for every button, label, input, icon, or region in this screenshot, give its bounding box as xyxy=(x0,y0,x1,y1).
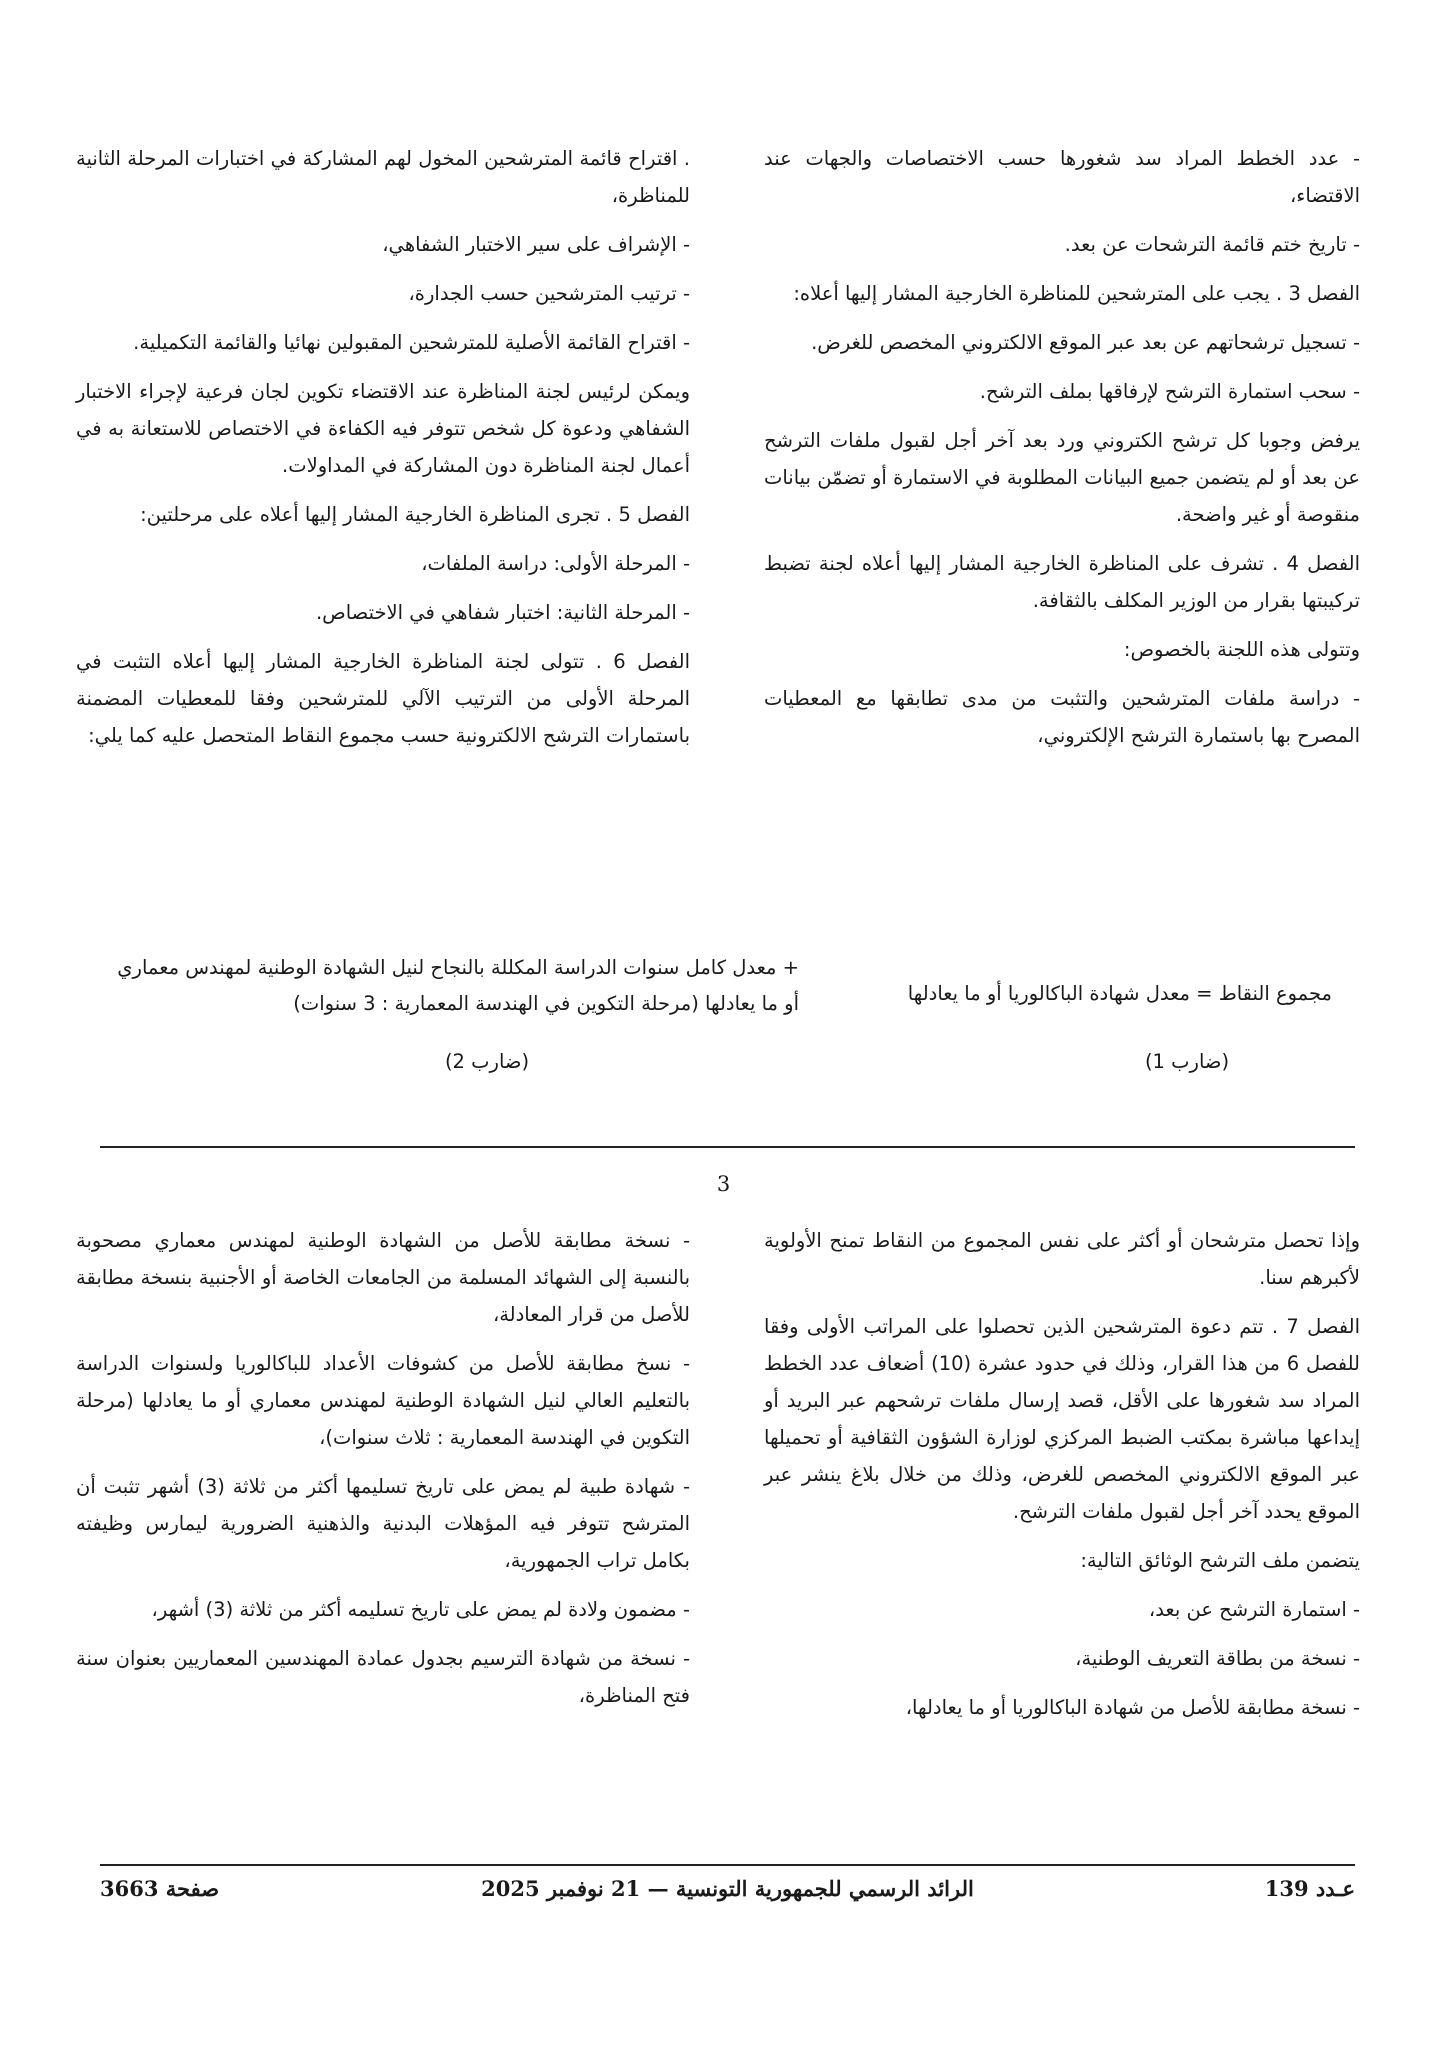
list-item: - نسخ مطابقة للأصل من كشوفات الأعداد للباكالوريا ولسنوات الدراسة بالتعليم العالي لنيل الشهادة الوطنية لمهندس معماري أو ما يعادلها (مرحلة التكوين في الهندسة المعمارية : ثلاث سنوات)، xyxy=(76,1352,690,1449)
paragraph: . اقتراح قائمة المترشحين المخول لهم المشاركة في اختبارات المرحلة الثانية للمناظرة، xyxy=(76,147,690,207)
paragraph: - المرحلة الثانية: اختبار شفاهي في الاختصاص. xyxy=(315,601,690,624)
multiplier-1: (ضارب 1) xyxy=(1144,1050,1230,1073)
paragraph: وتتولى هذه اللجنة بالخصوص: xyxy=(1123,638,1360,661)
formula-right: مجموع النقاط = معدل شهادة الباكالوريا أو ما يعادلها xyxy=(907,982,1332,1005)
top-right-column xyxy=(764,140,1360,766)
paragraph: - تسجيل ترشحاتهم عن بعد عبر الموقع الالكتروني المخصص للغرض. xyxy=(811,331,1360,354)
list-item: - نسخة مطابقة للأصل من الشهادة الوطنية لمهندس معماري مصحوبة بالنسبة إلى الشهائد المسلمة من الجامعات الخاصة أو الأجنبية بنسخة مطابقة للأصل من قرار المعادلة، xyxy=(76,1229,690,1326)
list-item: - نسخة من بطاقة التعريف الوطنية، xyxy=(1075,1647,1360,1670)
article-7: الفصل 7 . تتم دعوة المترشحين الذين تحصلوا على المراتب الأولى وفقا للفصل 6 من هذا القرار، وذلك في حدود عشرة (10) أضعاف عدد الخطط المراد سد شغورها على الأقل، قصد إرسال ملفات ترشحهم عبر البريد أو إيداعها مباشرة بمكتب الضبط المركزي لوزارة الشؤون الثقافية أو تحميلها عبر الموقع الالكتروني المخصص للغرض، وذلك من خلال بلاغ ينشر عبر الموقع يحدد آخر أجل لقبول ملفات الترشح. xyxy=(764,1315,1360,1523)
list-item: - شهادة طبية لم يمض على تاريخ تسليمها أكثر من ثلاثة (3) أشهر تثبت أن المترشح تتوفر فيه المؤهلات البدنية والذهنية الضرورية ليمارس وظيفته بكامل تراب الجمهورية، xyxy=(76,1475,690,1572)
gazette-title: الرائد الرسمي للجمهورية التونسية — 21 نوفمبر 2025 xyxy=(481,1876,974,1901)
page-footer xyxy=(100,1876,1355,1916)
list-item: - مضمون ولادة لم يمض على تاريخ تسليمه أكثر من ثلاثة (3) أشهر، xyxy=(151,1598,690,1621)
article-5: الفصل 5 . تجرى المناظرة الخارجية المشار إليها أعلاه على مرحلتين: xyxy=(140,503,690,526)
paragraph: وإذا تحصل مترشحان أو أكثر على نفس المجموع من النقاط تمنح الأولوية لأكبرهم سنا. xyxy=(764,1229,1360,1289)
formula-left: + معدل كامل سنوات الدراسة المكللة بالنجاح لنيل الشهادة الوطنية لمهندس معماري أو ما يعادلها (مرحلة التكوين في الهندسة المعمارية : 3 سنوات) xyxy=(117,956,799,1015)
article-6: الفصل 6 . تتولى لجنة المناظرة الخارجية المشار إليها أعلاه التثبت في المرحلة الأولى من الترتيب الآلي للمترشحين وفقا للمعطيات المضمنة باستمارات الترشح الالكترونية حسب مجموع النقاط المتحصل عليه كما يلي: xyxy=(76,650,690,747)
paragraph: - سحب استمارة الترشح لإرفاقها بملف الترشح. xyxy=(979,380,1360,403)
footer-divider xyxy=(100,1864,1355,1866)
paragraph: - الإشراف على سير الاختبار الشفاهي، xyxy=(382,233,690,256)
section-divider xyxy=(100,1146,1355,1148)
paragraph: - عدد الخطط المراد سد شغورها حسب الاختصاصات والجهات عند الاقتضاء، xyxy=(764,147,1360,207)
list-item: - استمارة الترشح عن بعد، xyxy=(1148,1598,1360,1621)
bottom-left-column xyxy=(76,1222,690,1726)
list-item: - نسخة مطابقة للأصل من شهادة الباكالوريا أو ما يعادلها، xyxy=(905,1696,1360,1719)
paragraph: يتضمن ملف الترشح الوثائق التالية: xyxy=(1080,1549,1360,1572)
list-item: - نسخة من شهادة الترسيم بجدول عمادة المهندسين المعماريين بعنوان سنة فتح المناظرة، xyxy=(76,1647,690,1707)
paragraph: يرفض وجوبا كل ترشح الكتروني ورد بعد آخر أجل لقبول ملفات الترشح عن بعد أو لم يتضمن جميع البيانات المطلوبة في الاستمارة أو تضمّن بيانات منقوصة أو غير واضحة. xyxy=(764,429,1360,526)
gazette-page-number: صفحة 3663 xyxy=(100,1876,220,1901)
bottom-right-column xyxy=(764,1222,1360,1738)
paragraph: ويمكن لرئيس لجنة المناظرة عند الاقتضاء تكوين لجان فرعية لإجراء الاختبار الشفاهي ودعوة كل شخص تتوفر فيه الكفاءة في الاختصاص للاستعانة به في أعمال لجنة المناظرة دون المشاركة في المداولات. xyxy=(76,380,690,477)
multiplier-2: (ضارب 2) xyxy=(444,1050,530,1073)
paragraph: - اقتراح القائمة الأصلية للمترشحين المقبولين نهائيا والقائمة التكميلية. xyxy=(133,331,690,354)
paragraph: - المرحلة الأولى: دراسة الملفات، xyxy=(421,552,690,575)
issue-number: عـدد 139 xyxy=(1264,1876,1355,1901)
page-number: 3 xyxy=(716,1172,731,1196)
paragraph: - ترتيب المترشحين حسب الجدارة، xyxy=(408,282,690,305)
paragraph: - دراسة ملفات المترشحين والتثبت من مدى تطابقها مع المعطيات المصرح بها باستمارة الترشح الإلكتروني، xyxy=(764,687,1360,747)
article-4: الفصل 4 . تشرف على المناظرة الخارجية المشار إليها أعلاه لجنة تضبط تركيبتها بقرار من الوزير المكلف بالثقافة. xyxy=(764,552,1360,612)
article-3: الفصل 3 . يجب على المترشحين للمناظرة الخارجية المشار إليها أعلاه: xyxy=(793,282,1360,305)
paragraph: - تاريخ ختم قائمة الترشحات عن بعد. xyxy=(1064,233,1360,256)
top-left-column xyxy=(76,140,690,766)
